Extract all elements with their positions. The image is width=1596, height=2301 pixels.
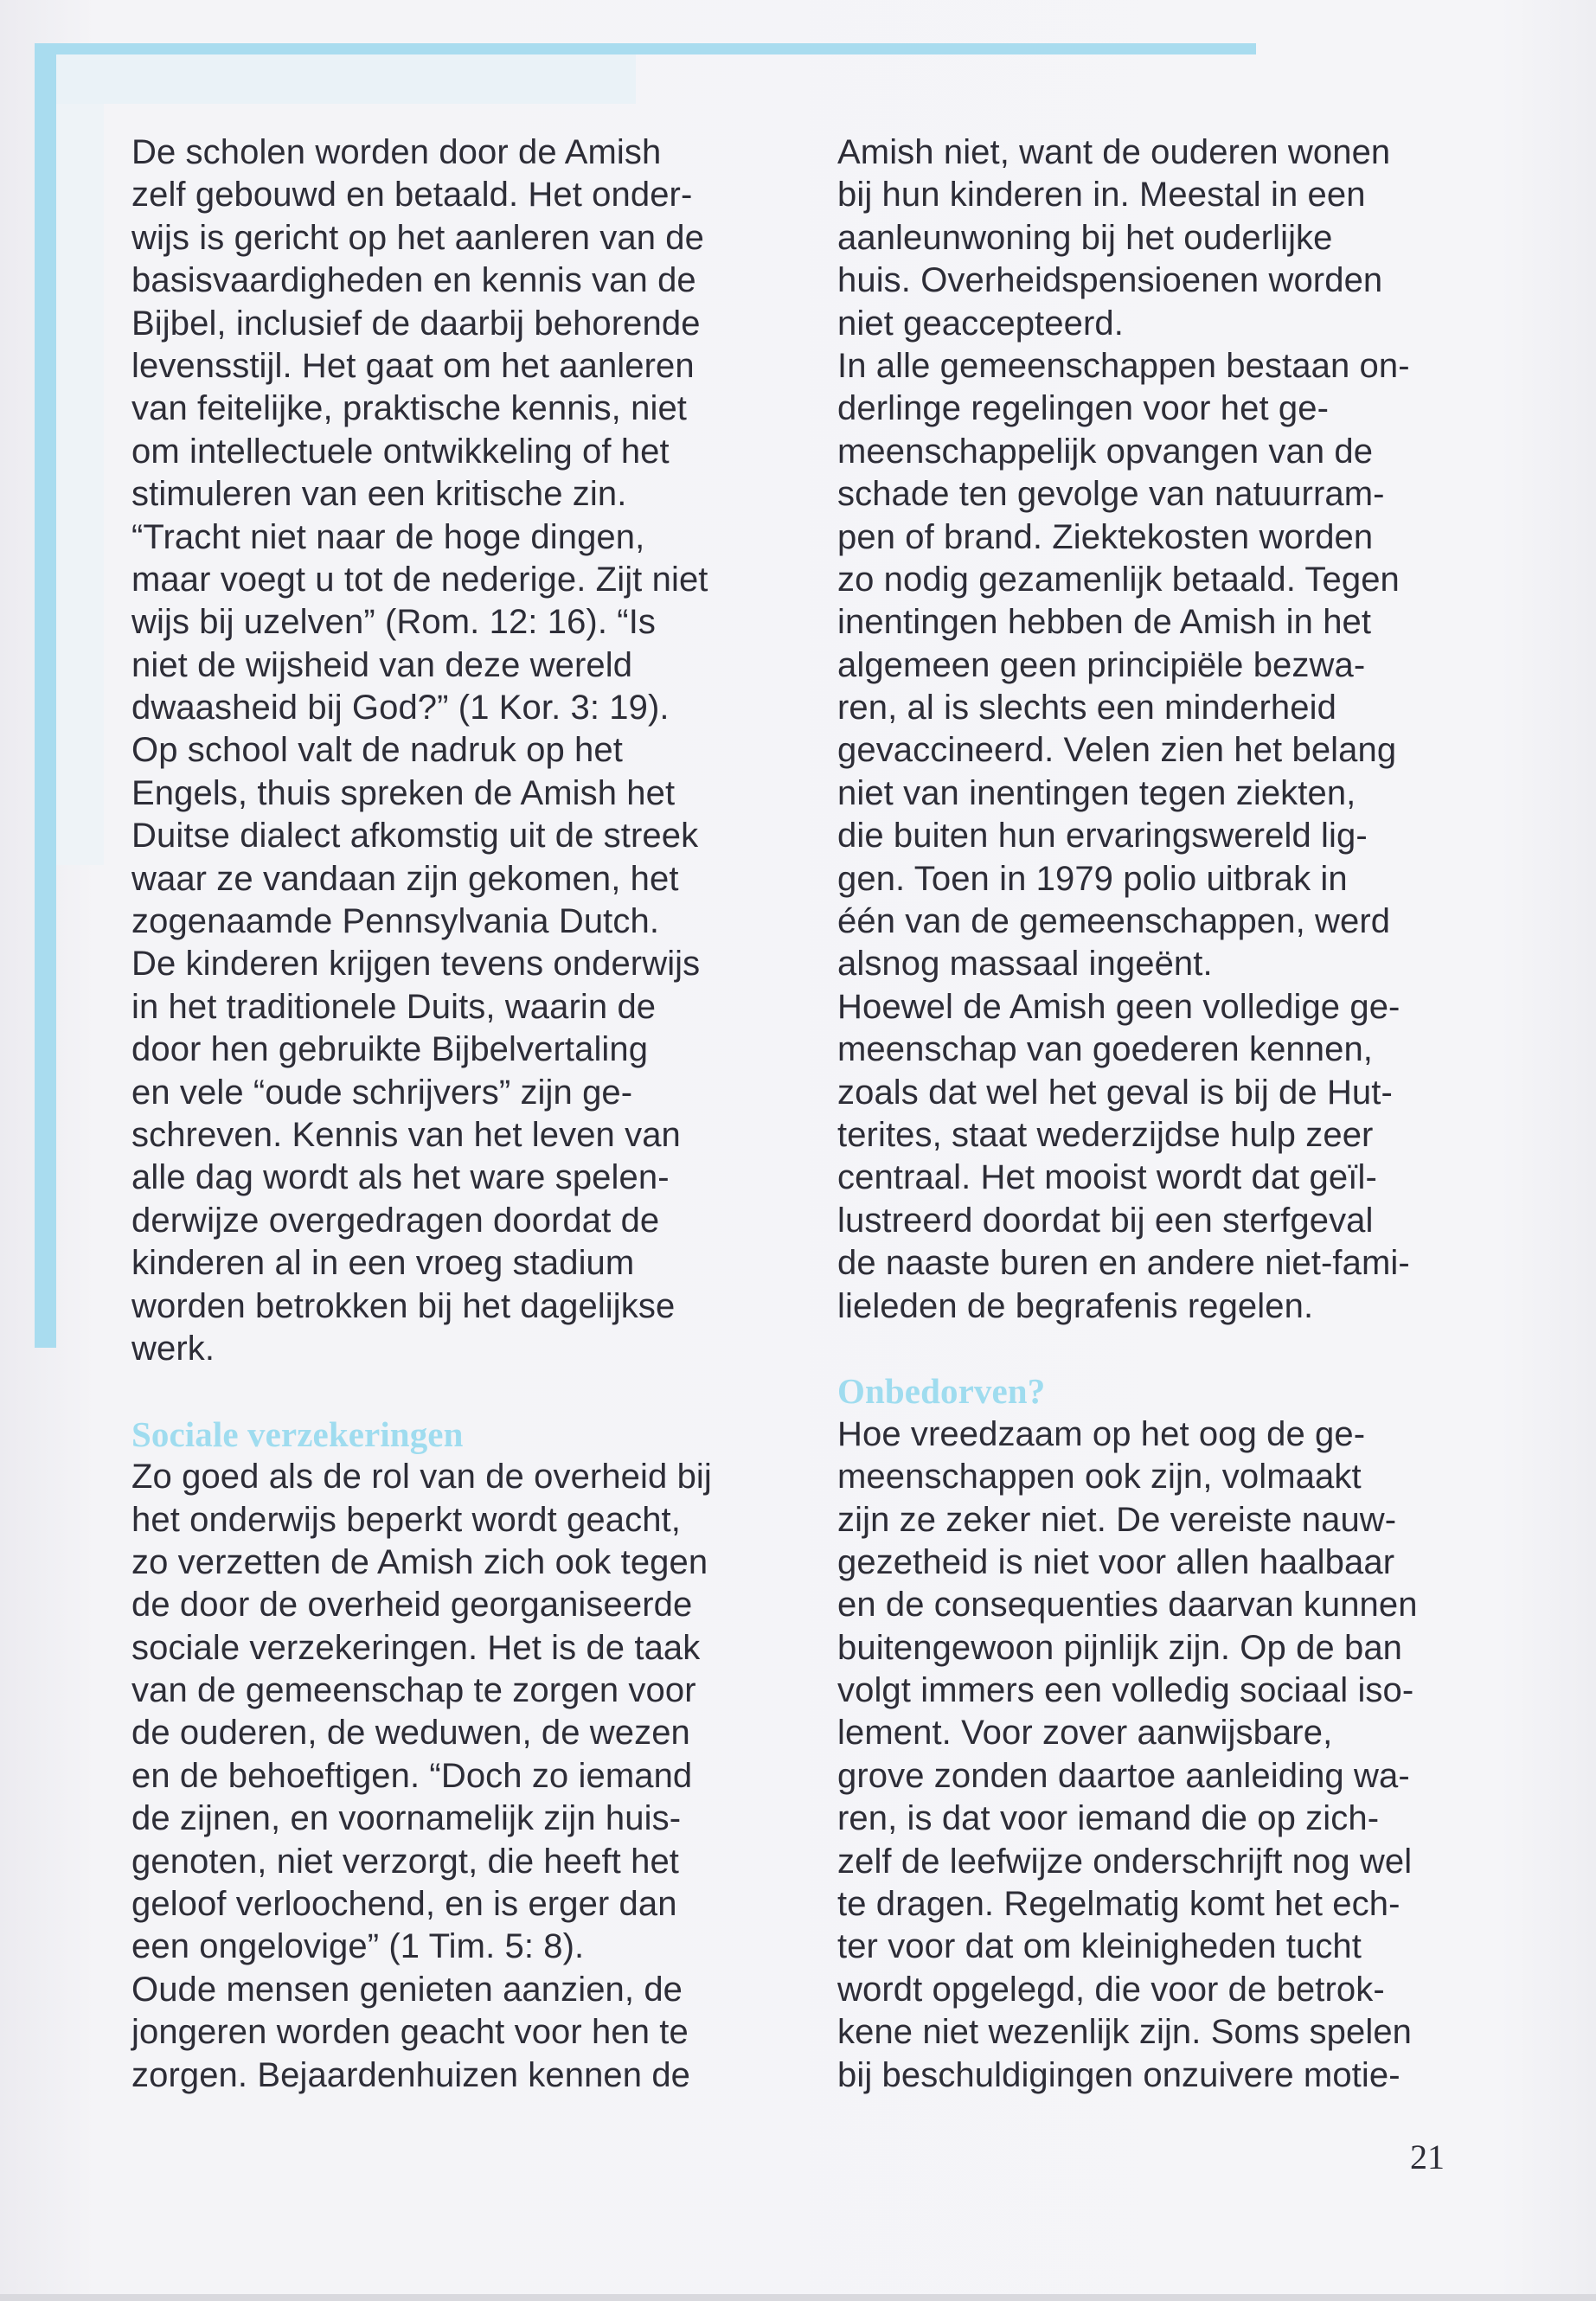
text-line: schade ten gevolge van natuurram- <box>837 475 1385 514</box>
text-line: ren, is dat voor iemand die op zich- <box>837 1799 1380 1838</box>
right-column-section-body <box>837 1413 1460 2097</box>
text-line: dwaasheid bij God?” (1 Kor. 3: 19). <box>131 689 670 727</box>
text-line: meenschappelijk opvangen van de <box>837 432 1374 471</box>
accent-bar-top <box>35 43 1256 54</box>
text-line: wijs bij uzelven” (Rom. 12: 16). “Is <box>131 603 657 642</box>
heading-sociale-verzekeringen: Sociale verzekeringen <box>131 1413 464 1454</box>
text-line: niet de wijsheid van deze wereld <box>131 645 633 684</box>
text-line: stimuleren van een kritische zin. <box>131 475 627 514</box>
left-column <box>131 131 772 2097</box>
text-line: wijs is gericht op het aanleren van de <box>131 218 704 257</box>
text-line: alsnog massaal ingeënt. <box>837 945 1213 984</box>
text-line: Bijbel, inclusief de daarbij behorende <box>131 304 701 343</box>
text-line: gevaccineerd. Velen zien het belang <box>837 731 1397 770</box>
text-line: werk. <box>131 1329 215 1368</box>
text-line: niet geaccepteerd. <box>837 304 1124 343</box>
text-line: te dragen. Regelmatig komt het ech- <box>837 1885 1401 1924</box>
page-edge <box>0 2294 1596 2301</box>
text-line: maar voegt u tot de nederige. Zijt niet <box>131 560 708 599</box>
text-line: genoten, niet verzorgt, die heeft het <box>131 1842 680 1881</box>
text-line: Oude mensen genieten aanzien, de <box>131 1970 683 2009</box>
text-line: zo nodig gezamenlijk betaald. Tegen <box>837 560 1400 599</box>
text-line: lement. Voor zover aanwijsbare, <box>837 1714 1333 1753</box>
text-line: meenschap van goederen kennen, <box>837 1030 1374 1069</box>
text-line: gen. Toen in 1979 polio uitbrak in <box>837 859 1348 898</box>
text-line: lieleden de begrafenis regelen. <box>837 1286 1314 1325</box>
text-line: “Tracht niet naar de hoge dingen, <box>131 517 645 556</box>
text-line: derlinge regelingen voor het ge- <box>837 389 1330 428</box>
text-line: ren, al is slechts een minderheid <box>837 689 1336 727</box>
text-line: de ouderen, de weduwen, de wezen <box>131 1714 690 1753</box>
text-line: meenschappen ook zijn, volmaakt <box>837 1458 1362 1497</box>
text-line: pen of brand. Ziektekosten worden <box>837 517 1374 556</box>
text-line: buitengewoon pijnlijk zijn. Op de ban <box>837 1628 1403 1667</box>
text-line: volgt immers een volledig sociaal iso- <box>837 1671 1414 1710</box>
text-line: geloof verloochend, en is erger dan <box>131 1885 677 1924</box>
text-line: de door de overheid georganiseerde <box>131 1586 693 1625</box>
text-line: zo verzetten de Amish zich ook tegen <box>131 1542 708 1581</box>
text-line: terites, staat wederzijdse hulp zeer <box>837 1115 1374 1154</box>
text-line: om intellectuele ontwikkeling of het <box>131 432 670 471</box>
left-column-section-body <box>131 1456 772 2097</box>
text-line: Engels, thuis spreken de Amish het <box>131 773 676 812</box>
text-line: het onderwijs beperkt wordt geacht, <box>131 1500 681 1539</box>
text-line: jongeren worden geacht voor hen te <box>131 2013 689 2052</box>
text-line: en de behoeftigen. “Doch zo iemand <box>131 1756 693 1795</box>
text-line: de zijnen, en voornamelijk zijn huis- <box>131 1799 682 1838</box>
text-line: waar ze vandaan zijn gekomen, het <box>131 859 679 898</box>
text-line: die buiten hun ervaringswereld lig- <box>837 817 1368 856</box>
text-line: centraal. Het mooist wordt dat geïl- <box>837 1158 1377 1197</box>
text-line: lustreerd doordat bij een sterfgeval <box>837 1201 1374 1240</box>
text-line: derwijze overgedragen doordat de <box>131 1201 660 1240</box>
text-line: bij hun kinderen in. Meestal in een <box>837 176 1366 215</box>
text-line: Amish niet, want de ouderen wonen <box>837 133 1391 171</box>
text-line: kinderen al in een vroeg stadium <box>131 1244 635 1283</box>
text-line: kene niet wezenlijk zijn. Soms spelen <box>837 2013 1413 2052</box>
text-line: worden betrokken bij het dagelijkse <box>131 1286 676 1325</box>
text-line: één van de gemeenschappen, werd <box>837 902 1391 941</box>
text-line: levensstijl. Het gaat om het aanleren <box>131 346 695 385</box>
text-line: een ongelovige” (1 Tim. 5: 8). <box>131 1927 585 1966</box>
text-line: zijn ze zeker niet. De vereiste nauw- <box>837 1500 1397 1539</box>
text-line: Hoe vreedzaam op het oog de ge- <box>837 1414 1366 1453</box>
accent-bar-left <box>35 43 56 1348</box>
text-line: basisvaardigheden en kennis van de <box>131 261 696 300</box>
text-line: sociale verzekeringen. Het is de taak <box>131 1628 701 1667</box>
text-line: Hoewel de Amish geen volledige ge- <box>837 987 1401 1026</box>
text-line: zorgen. Bejaardenhuizen kennen de <box>131 2055 691 2094</box>
text-line: schreven. Kennis van het leven van <box>131 1115 681 1154</box>
text-line: en de consequenties daarvan kunnen <box>837 1586 1418 1625</box>
text-line: huis. Overheidspensioenen worden <box>837 261 1383 300</box>
text-line: algemeen geen principiële bezwa- <box>837 645 1366 684</box>
text-line: zogenaamde Pennsylvania Dutch. <box>131 902 660 941</box>
section-gap <box>837 1328 1460 1370</box>
page-number: 21 <box>1410 2138 1445 2176</box>
text-line: grove zonden daartoe aanleiding wa- <box>837 1756 1410 1795</box>
text-line: en vele “oude schrijvers” zijn ge- <box>131 1073 633 1112</box>
text-line: De kinderen krijgen tevens onderwijs <box>131 945 701 984</box>
text-line: gezetheid is niet voor allen haalbaar <box>837 1542 1395 1581</box>
text-line: Op school valt de nadruk op het <box>131 731 623 770</box>
text-line: alle dag wordt als het ware spelen- <box>131 1158 670 1197</box>
text-line: wordt opgelegd, die voor de betrok- <box>837 1970 1385 2009</box>
left-column-body <box>131 131 772 1370</box>
right-column-body <box>837 131 1460 1328</box>
text-line: aanleunwoning bij het ouderlijke <box>837 218 1333 257</box>
right-column <box>837 131 1460 2097</box>
text-line: door hen gebruikte Bijbelvertaling <box>131 1030 649 1069</box>
accent-shade <box>56 54 636 104</box>
text-line: In alle gemeenschappen bestaan on- <box>837 346 1410 385</box>
text-line: inentingen hebben de Amish in het <box>837 603 1372 642</box>
accent-shade-side <box>56 104 104 865</box>
text-line: Zo goed als de rol van de overheid bij <box>131 1458 712 1497</box>
heading-onbedorven: Onbedorven? <box>837 1371 1046 1412</box>
text-line: van feitelijke, praktische kennis, niet <box>131 389 688 428</box>
section-gap <box>131 1370 772 1413</box>
text-line: niet van inentingen tegen ziekten, <box>837 773 1356 812</box>
text-line: zelf gebouwd en betaald. Het onder- <box>131 176 693 215</box>
text-line: zoals dat wel het geval is bij de Hut- <box>837 1073 1393 1112</box>
text-line: Duitse dialect afkomstig uit de streek <box>131 817 699 856</box>
text-line: van de gemeenschap te zorgen voor <box>131 1671 696 1710</box>
text-line: zelf de leefwijze onderschrijft nog wel <box>837 1842 1413 1881</box>
text-line: De scholen worden door de Amish <box>131 133 662 171</box>
text-line: in het traditionele Duits, waarin de <box>131 987 657 1026</box>
text-line: de naaste buren en andere niet-fami- <box>837 1244 1410 1283</box>
text-line: bij beschuldigingen onzuivere motie- <box>837 2055 1401 2094</box>
text-line: ter voor dat om kleinigheden tucht <box>837 1927 1362 1966</box>
